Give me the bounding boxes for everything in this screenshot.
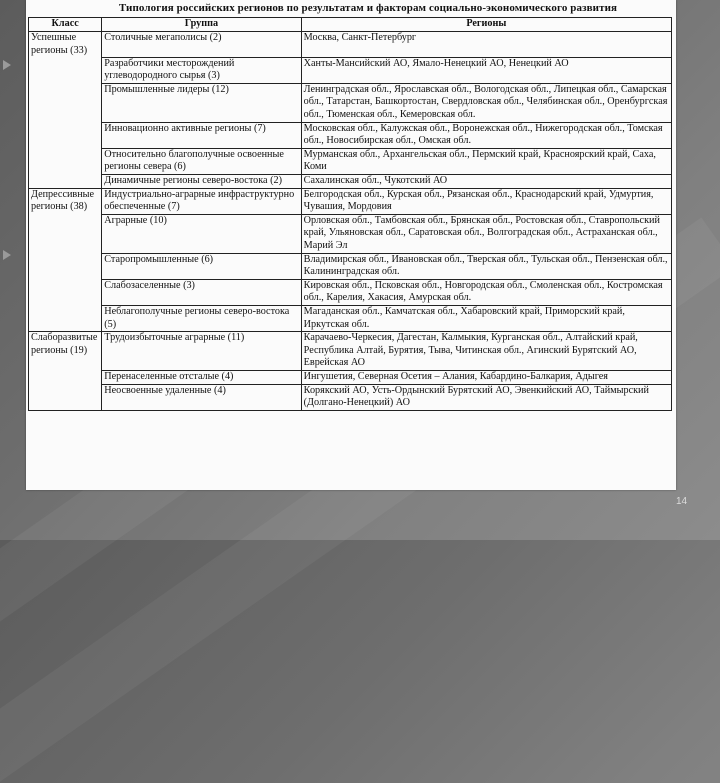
header-group: Группа <box>102 18 301 32</box>
cell-regions: Корякский АО, Усть-Ордынский Бурятский АО, Эвенкийский АО, Таймырский (Долгано-Ненецкий) АО <box>301 384 671 410</box>
header-regions: Регионы <box>301 18 671 32</box>
cell-regions: Кировская обл., Псковская обл., Новгородская обл., Смоленская обл., Костромская обл., Карелия, Хакасия, Амурская обл. <box>301 279 671 305</box>
cell-class <box>29 57 102 83</box>
cell-class <box>29 305 102 331</box>
table-row <box>29 370 672 384</box>
cell-class <box>29 384 102 410</box>
table-row <box>29 175 672 189</box>
cell-class <box>29 83 102 122</box>
table-row <box>29 83 672 122</box>
header-class: Класс <box>29 18 102 32</box>
cell-regions: Ингушетия, Северная Осетия – Алания, Кабардино-Балкария, Адыгея <box>301 370 671 384</box>
cell-class <box>29 122 102 148</box>
cell-class <box>29 214 102 253</box>
cell-group: Инновационно активные регионы (7) <box>102 122 301 148</box>
cell-group: Разработчики месторождений углеводородного сырья (3) <box>102 57 301 83</box>
table-header-row <box>29 18 672 32</box>
cell-class <box>29 279 102 305</box>
table-row <box>29 188 672 214</box>
cell-regions: Мурманская обл., Архангельская обл., Пермский край, Красноярский край, Саха, Коми <box>301 148 671 174</box>
cell-class: Успешные регионы (33) <box>29 32 102 58</box>
cell-group: Динамичные регионы северо-востока (2) <box>102 175 301 189</box>
cell-group: Неблагополучные регионы северо-востока (5) <box>102 305 301 331</box>
cell-class <box>29 175 102 189</box>
cell-regions: Сахалинская обл., Чукотский АО <box>301 175 671 189</box>
cell-group: Промышленные лидеры (12) <box>102 83 301 122</box>
cell-regions: Ленинградская обл., Ярославская обл., Вологодская обл., Липецкая обл., Самарская обл., Татарстан, Башкортостан, Свердловская обл., Челябинская обл., Оренбургская обл., Тюменская обл., Кемеровская обл. <box>301 83 671 122</box>
table-row <box>29 279 672 305</box>
table-row <box>29 57 672 83</box>
table-row <box>29 148 672 174</box>
cell-group: Старопромышленные (6) <box>102 253 301 279</box>
table-row <box>29 214 672 253</box>
cell-regions: Карачаево-Черкесия, Дагестан, Калмыкия, Курганская обл., Алтайский край, Республика Алтай, Бурятия, Тыва, Читинская обл., Агинский Бурятский АО, Еврейская АО <box>301 332 671 371</box>
cell-group: Аграрные (10) <box>102 214 301 253</box>
table-row <box>29 305 672 331</box>
table-row <box>29 332 672 371</box>
cell-group: Столичные мегаполисы (2) <box>102 32 301 58</box>
cell-regions: Московская обл., Калужская обл., Воронежская обл., Нижегородская обл., Томская обл., Новосибирская обл., Омская обл. <box>301 122 671 148</box>
cell-group: Слабозаселенные (3) <box>102 279 301 305</box>
cell-group: Перенаселенные отсталые (4) <box>102 370 301 384</box>
slide-bullet-icon <box>3 60 11 70</box>
regions-table <box>28 17 672 411</box>
cell-class <box>29 253 102 279</box>
table-row <box>29 253 672 279</box>
page-number: 14 <box>676 496 688 507</box>
cell-regions: Москва, Санкт-Петербург <box>301 32 671 58</box>
cell-regions: Магаданская обл., Камчатская обл., Хабаровский край, Приморский край, Иркутская обл. <box>301 305 671 331</box>
cell-class <box>29 148 102 174</box>
cell-regions: Владимирская обл., Ивановская обл., Тверская обл., Тульская обл., Пензенская обл., Калининградская обл. <box>301 253 671 279</box>
cell-class: Слаборазвитые регионы (19) <box>29 332 102 371</box>
cell-regions: Белгородская обл., Курская обл., Рязанская обл., Краснодарский край, Удмуртия, Чувашия, Мордовия <box>301 188 671 214</box>
document-title: Типология российских регионов по результатам и факторам социально-экономического развития <box>118 2 618 14</box>
cell-class <box>29 370 102 384</box>
cell-group: Относительно благополучные освоенные регионы севера (6) <box>102 148 301 174</box>
cell-class: Депрессивные регионы (38) <box>29 188 102 214</box>
cell-group: Неосвоенные удаленные (4) <box>102 384 301 410</box>
table-row <box>29 384 672 410</box>
table-row <box>29 122 672 148</box>
cell-group: Трудоизбыточные аграрные (11) <box>102 332 301 371</box>
cell-group: Индустриально-аграрные инфраструктурно обеспеченные (7) <box>102 188 301 214</box>
cell-regions: Ханты-Мансийский АО, Ямало-Ненецкий АО, Ненецкий АО <box>301 57 671 83</box>
slide-bullet-icon <box>3 250 11 260</box>
table-row <box>29 32 672 58</box>
scanned-document <box>26 0 676 490</box>
cell-regions: Орловская обл., Тамбовская обл., Брянская обл., Ростовская обл., Ставропольский край, Ульяновская обл., Саратовская обл., Волгоградская обл., Астраханская обл., Марий Эл <box>301 214 671 253</box>
